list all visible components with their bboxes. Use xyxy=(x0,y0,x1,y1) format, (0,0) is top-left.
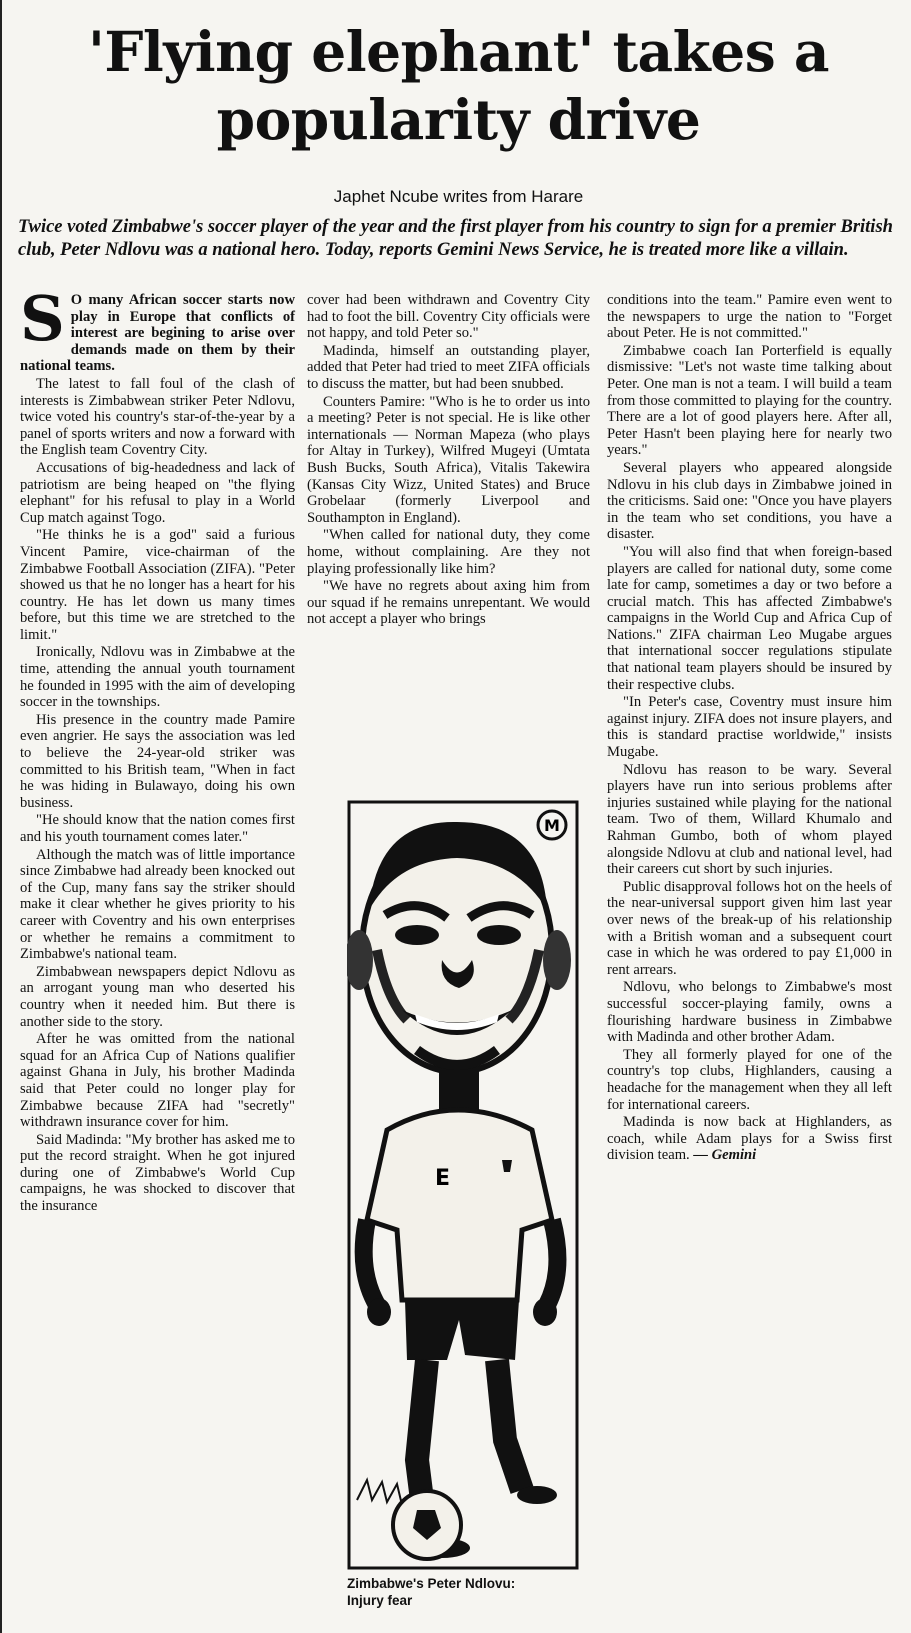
paragraph: Ndlovu, who belongs to Zimbabwe's most successful soccer-playing family, owns a flourishing hardware business in Zimbabwe with Madinda and other brother Adam. xyxy=(607,979,892,1046)
article-column-2 xyxy=(307,292,590,782)
paragraph: Zimbabwean newspapers depict Ndlovu as an arrogant young man who deserted his country when it needed him. But there is another side to the story. xyxy=(20,963,295,1030)
drop-cap: S xyxy=(20,282,65,355)
article-column-1 xyxy=(20,282,295,1622)
signoff: — Gemini xyxy=(693,1147,757,1164)
paragraph: Ndlovu has reason to be wary. Several players have run into serious problems after injuries sustained while playing for the national team. Two of them, Willard Khumalo and Rahman Gumbo, both of whom played alongside Ndlovu at club and national level, had their careers cut short by such injuries. xyxy=(607,761,892,878)
paragraph: Although the match was of little importance since Zimbabwe had already been knocked out of the Cup, many fans say the striker should make it clear whether he gives priority to his career with Coventry and his own enterprises or whether he remains a commitment to Zimbabwe's national team. xyxy=(20,846,295,963)
paragraph: They all formerly played for one of the country's top clubs, Highlanders, causing a headache for the management when they all left for international careers. xyxy=(607,1046,892,1113)
paragraph-text: Madinda is now back at Highlanders, as coach, while Adam plays for a Swiss first division team. xyxy=(607,1114,892,1164)
paragraph: "You will also find that when foreign-based players are called for national duty, some come late for camp, sometimes a day or two before a crucial match. This has affected Zimbabwe's campaigns in the World Cup and Africa Cup of Nations." ZIFA chairman Leo Mugabe argues that international soccer regulations stipulate that national team players should be insured by their respective clubs. xyxy=(607,543,892,693)
paragraph: "He thinks he is a god" said a furious Vincent Pamire, vice-chairman of the Zimbabwe Football Association (ZIFA). "Peter showed us that he no longer has a heart for his country. He has let down us many times before, but this time we are stretched to the limit." xyxy=(20,527,295,643)
paragraph xyxy=(607,1114,892,1164)
standfirst: Twice voted Zimbabwe's soccer player of the year and the first player from his country to sign for a premier British club, Peter Ndlovu was a national hero. Today, reports Gemini News Service, he is treated more like a villain. xyxy=(18,217,893,260)
paragraph: conditions into the team." Pamire even went to the newspapers to urge the nation to "Forget about Peter. He is not committed." xyxy=(607,292,892,342)
paragraph: His presence in the country made Pamire even angrier. He says the association was led to believe the 24-year-old striker was committed to his British team, "When in fact he was hiding in Bulawayo, doing his own business. xyxy=(20,711,295,811)
paragraph: Public disapproval follows hot on the heels of the near-universal support given him last year over news of the break-up of his relationship with a British woman and a subsequent court case in which he was ordered to pay £1,000 in rent arrears. xyxy=(607,878,892,978)
paragraph: Accusations of big-headedness and lack of patriotism are being heaped on "the flying elephant" for his refusal to play in a World Cup match against Togo. xyxy=(20,459,295,526)
paragraph: "He should know that the nation comes first and his youth tournament comes later." xyxy=(20,812,295,845)
figure-caption xyxy=(347,1575,587,1609)
svg-text:M: M xyxy=(544,816,560,835)
article-column-3 xyxy=(607,292,892,1622)
paragraph: Ironically, Ndlovu was in Zimbabwe at the time, attending the annual youth tournament he founded in 1995 with the aim of developing soccer in the townships. xyxy=(20,644,295,711)
caption-line: Zimbabwe's Peter Ndlovu: xyxy=(347,1576,516,1591)
paragraph: Zimbabwe coach Ian Porterfield is equally dismissive: "Let's not waste time talking about Peter. One man is not a team. I will build a team from those committed to playing for the country. There are a lot of good players here. After all, Peter Hasn't been playing here for nearly two years." xyxy=(607,342,892,459)
shirt-letter: E xyxy=(435,1166,451,1191)
paragraph: Said Madinda: "My brother has asked me to put the record straight. When he got injured during one of Zimbabwe's World Cup campaigns, he was shocked to discover that the insurance xyxy=(20,1131,295,1215)
paragraph: After he was omitted from the national squad for an Africa Cup of Nations qualifier against Ghana in July, his brother Madinda said that Peter could no longer play for Zimbabwe because ZIFA had "secretly" withdrawn insurance cover for him. xyxy=(20,1031,295,1131)
paragraph: Several players who appeared alongside Ndlovu in his club days in Zimbabwe joined in the criticisms. Said one: "Once you have players in the team who set conditions, you have a disaster. xyxy=(607,459,892,543)
paragraph: Madinda, himself an outstanding player, added that Peter had tried to meet ZIFA officials to discuss the matter, but had been snubbed. xyxy=(307,342,590,392)
caricature-illustration xyxy=(347,800,579,1570)
paragraph: "In Peter's case, Coventry must insure him against injury. ZIFA does not insure players, and this is standard practise worldwide," insists Mugabe. xyxy=(607,694,892,761)
paragraph: Counters Pamire: "Who is he to order us into a meeting? Peter is not special. He is like other internationals — Norman Mapeza (who plays for Altay in Turkey), Wilfred Mugeyi (Umtata Bush Bucks, South Africa), Vitalis Takewira (Kansas City Wizz, United States) and Bruce Grobelaar (formerly Liverpool and Southampton in England). xyxy=(307,393,590,526)
lead-text: O many African soccer starts now play in Europe that conflicts of interest are begining to arise over demands made on them by their national teams. xyxy=(20,292,295,375)
byline: Japhet Ncube writes from Harare xyxy=(333,187,584,206)
paragraph: "When called for national duty, they come home, without complaining. Are they not playing professionally like him? xyxy=(307,527,590,577)
paragraph: "We have no regrets about axing him from our squad if he remains unrepentant. We would not accept a player who brings xyxy=(307,578,590,628)
paragraph: cover had been withdrawn and Coventry City had to foot the bill. Coventry City officials were not happy, and told Peter so." xyxy=(307,292,590,342)
paragraph: The latest to fall foul of the clash of interests is Zimbabwean striker Peter Ndlovu, twice voted his country's star-of-the-year by a panel of sports writers and now a forward with the English team Coventry City. xyxy=(20,375,295,459)
caption-line: Injury fear xyxy=(347,1593,413,1608)
lead-paragraph xyxy=(20,282,295,375)
headline: 'Flying elephant' takes a popularity drive xyxy=(88,19,829,152)
